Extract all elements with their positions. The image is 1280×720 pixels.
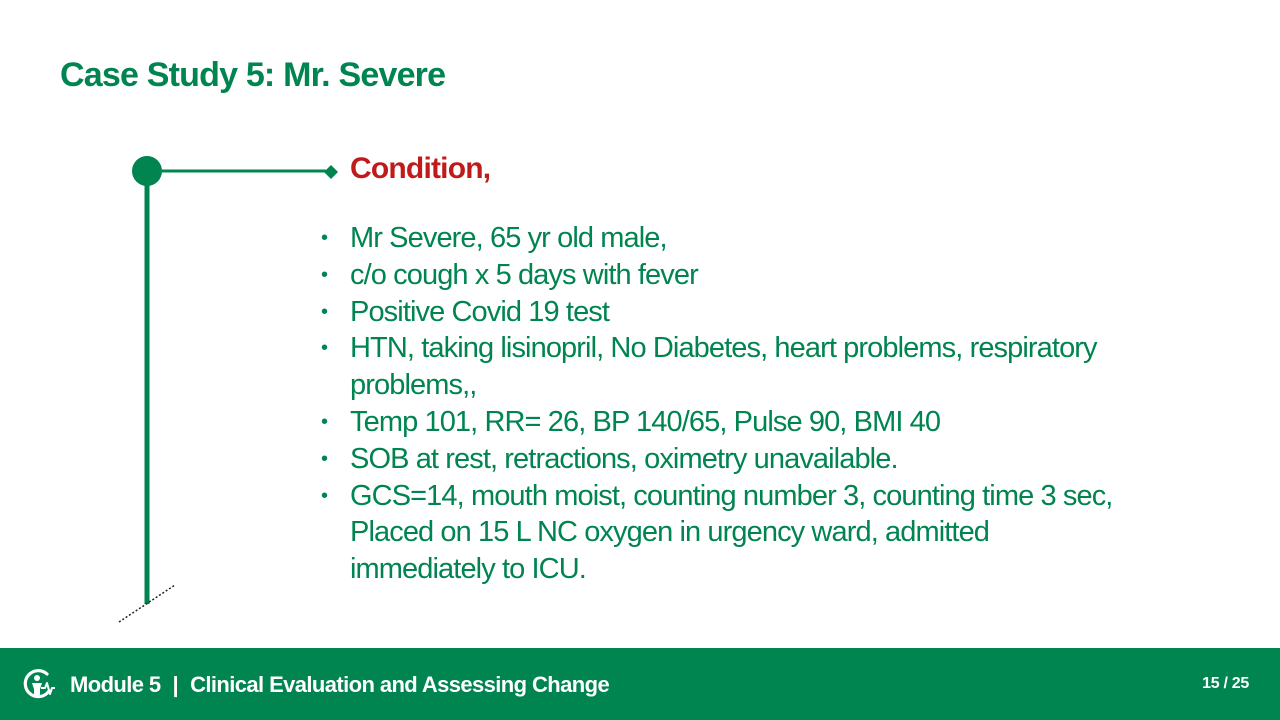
bullet-item: • GCS=14, mouth moist, counting number 3, counting time 3 sec, Placed on 15 L NC oxygen in urgency ward, admitted immediately to ICU.	[318, 478, 1118, 588]
bullet-item: • SOB at rest, retractions, oximetry unavailable.	[318, 441, 1118, 478]
footer-module-label: Module 5	[70, 672, 161, 697]
page-number: 15 / 25	[1202, 675, 1249, 692]
timeline-dotted-end	[119, 585, 175, 622]
slide-title: Case Study 5: Mr. Severe	[60, 56, 446, 94]
bullet-item: • HTN, taking lisinopril, No Diabetes, heart problems, respiratory problems,,	[318, 330, 1118, 404]
footer-bar	[0, 648, 1280, 720]
footer-module-title: Clinical Evaluation and Assessing Change	[190, 672, 610, 697]
person-pulse-logo-icon	[20, 667, 56, 701]
bullet-item: • Temp 101, RR= 26, BP 140/65, Pulse 90, BMI 40	[318, 404, 1118, 441]
footer-separator: |	[172, 672, 179, 697]
condition-heading: Condition,	[350, 152, 491, 185]
bullet-item: • Positive Covid 19 test	[318, 294, 1118, 331]
footer-module-text	[70, 672, 609, 698]
bullet-item: • c/o cough x 5 days with fever	[318, 257, 1118, 294]
timeline-diamond-marker	[324, 165, 338, 179]
condition-bullet-list	[318, 220, 1118, 588]
bullet-item: • Mr Severe, 65 yr old male,	[318, 220, 1118, 257]
timeline-node-dot	[132, 156, 162, 186]
